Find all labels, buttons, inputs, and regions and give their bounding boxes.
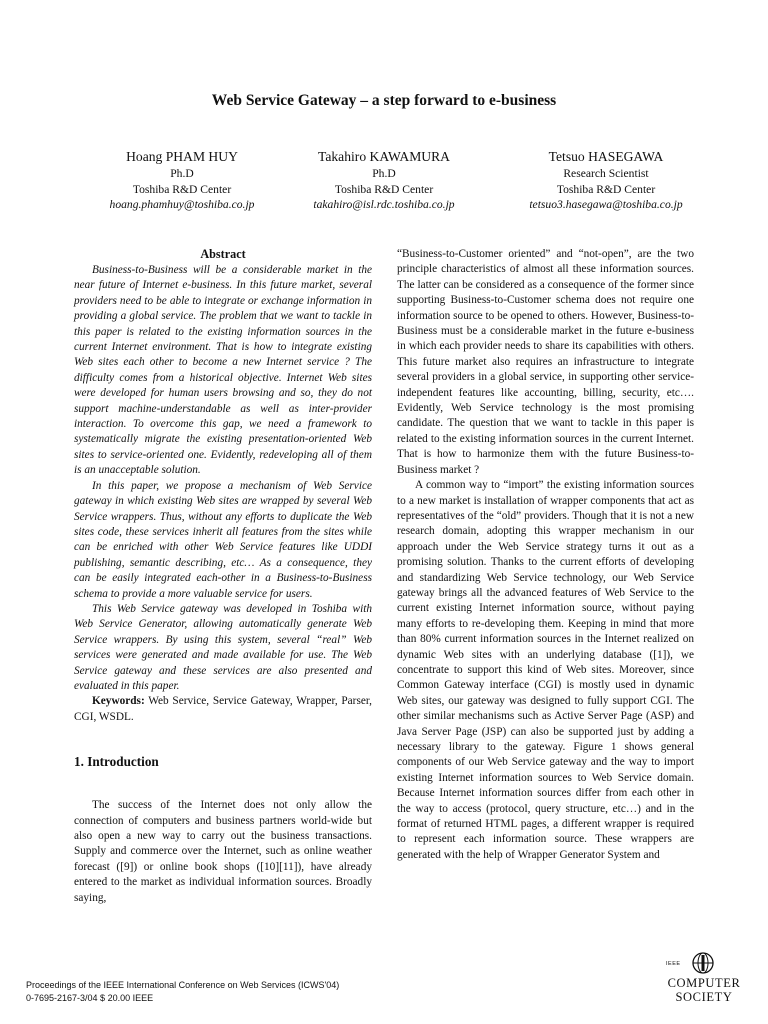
author-name: Hoang PHAM HUY bbox=[126, 149, 238, 164]
section-heading: 1. Introduction bbox=[74, 754, 159, 770]
proceedings-footer bbox=[26, 979, 339, 1005]
logo-text-line-2: SOCIETY bbox=[675, 990, 733, 1004]
ieee-emblem-icon bbox=[690, 952, 716, 974]
keywords-line bbox=[74, 694, 372, 725]
abstract-paragraph: In this paper, we propose a mechanism of Web Service gateway in which existing Web sites are wrapped by several Web Service wrappers. Thus, without any efforts to duplicate the Web sites code, these services inherit all features from the sites while can be enriched with other Web Service features like UDDI publishing, semantic describing, etc… As a consequence, they can be easily integrated each-other in a Business-to-Business schema to provide a more valuable service for users. bbox=[74, 479, 372, 600]
author-affiliation: Toshiba R&D Center bbox=[132, 182, 232, 196]
body-paragraph: The success of the Internet does not only allow the connection of computers and business partners world-wide but also open a new way to carry out the business transactions. Supply and commerce over the Internet, such as online weather forecast ([9]) or online book shops ([10][11]), have already entered to the market as individual information sources. Broadly saying, bbox=[74, 799, 372, 904]
logo-text-line-1: COMPUTER bbox=[667, 976, 741, 990]
keywords-text: Web Service, Service Gateway, Wrapper, Parser, CGI, WSDL. bbox=[74, 695, 372, 723]
left-column bbox=[74, 247, 372, 906]
body-paragraph: “Business-to-Customer oriented” and “not-open”, are the two principle characteristics of almost all these information sources. The latter can be considered as a consequence of the former since supporting Business-to-Customer schema does not require one information source to be opened to others. However, Business-to-Business must be a considerable market in the future e-business in which each provider needs to share its capabilities with others. This future market also requires an infrastructure to integrate several providers in a global service, in supporting other service-independent features like accounting, billing, security, etc…. Evidently, Web Service technology is the most promising candidate. The question that we want to tackle in this paper is related to the existing information sources in the current Internet. That is how to harmonize them with the future Business-to-Business market ? bbox=[397, 248, 694, 476]
abstract-section bbox=[74, 247, 372, 694]
author-email: takahiro@isl.rdc.toshiba.co.jp bbox=[313, 198, 455, 211]
author-affiliation: Toshiba R&D Center bbox=[556, 182, 656, 196]
author-role: Research Scientist bbox=[563, 167, 649, 180]
author-block-1 bbox=[72, 148, 292, 213]
abstract-heading: Abstract bbox=[200, 247, 246, 261]
computer-society-logo bbox=[664, 952, 744, 1008]
introduction-section bbox=[74, 754, 372, 906]
author-role: Ph.D bbox=[170, 167, 194, 180]
right-column bbox=[397, 247, 694, 863]
author-email: tetsuo3.hasegawa@toshiba.co.jp bbox=[529, 198, 683, 211]
logo-small-text: IEEE bbox=[666, 961, 681, 967]
author-email: hoang.phamhuy@toshiba.co.jp bbox=[109, 198, 255, 211]
paper-title: Web Service Gateway – a step forward to e-business bbox=[211, 92, 557, 109]
footer-line-1: Proceedings of the IEEE International Conference on Web Services (ICWS'04) bbox=[26, 980, 340, 990]
author-name: Takahiro KAWAMURA bbox=[318, 149, 450, 164]
body-paragraph: A common way to “import” the existing information sources to a new market is installation of wrapper components that act as representatives of the “old” providers. Though that it is not a new research domain, adopting this wrapper mechanism in our approach under the Web Service strategy turns it out as a promising solution. Thanks to the current efforts of developing and standardizing Web Service technology, our Web Service gateway brings all the advanced features of Web Service to the current existing Internet information source, without paying many efforts to re-developing them. Keeping in mind that more than 80% current information sources in the Internet realized on dynamic Web sites with an underlying database ([1]), we concentrate to support this kind of Web sites. Moreover, since Common Gateway interface (CGI) is mostly used in dynamic Web sites, our gateway was designed to fully support CGI. The other similar mechanisms such as Active Server Page (ASP) and Java Server Page (JSP) can also be supported just by adding a necessary library to the gateway. Figure 1 shows general components of our Web Service gateway and the way to import existing Internet information sources to Web Service domain. Because Internet information sources differ from each other in the way to access (protocol, query structure, etc…) and in the format of returned HTML pages, a different wrapper is required to represent each information source. These wrappers are generated with the help of Wrapper Generator System and bbox=[397, 479, 694, 861]
footer-line-2: 0-7695-2167-3/04 $ 20.00 IEEE bbox=[26, 993, 154, 1003]
author-role: Ph.D bbox=[372, 167, 396, 180]
abstract-paragraph: This Web Service gateway was developed in Toshiba with Web Service Generator, allowing automatically generate Web Service wrappers. By using this system, several “real” Web services were generated and made available for use. The Web Service gateway and these services are also presented and evaluated in this paper. bbox=[74, 602, 372, 692]
keywords-label: Keywords: bbox=[92, 695, 145, 708]
author-block-2 bbox=[274, 148, 494, 213]
abstract-paragraph: Business-to-Business will be a considerable market in the near future of Internet e-business. In this future market, several providers need to be able to integrate or exchange information in providing a global service. The problem that we want to tackle in this paper is related to the existing information sources in the current Internet environment. That is how to integrate existing Web sites each other to become a new Internet service ? The difficulty comes from a historical objective. Internet Web sites were developed for human users browsing and so, they do not support machine-understandable as well as inter-provider interaction. To overcome this gap, we need a framework to systematically migrate the existing presentation-oriented Web sites to service-oriented one. Evidently, redeveloping all of them is an unacceptable solution. bbox=[74, 264, 372, 477]
author-affiliation: Toshiba R&D Center bbox=[334, 182, 434, 196]
author-name: Tetsuo HASEGAWA bbox=[548, 149, 664, 164]
author-block-3 bbox=[496, 148, 716, 213]
